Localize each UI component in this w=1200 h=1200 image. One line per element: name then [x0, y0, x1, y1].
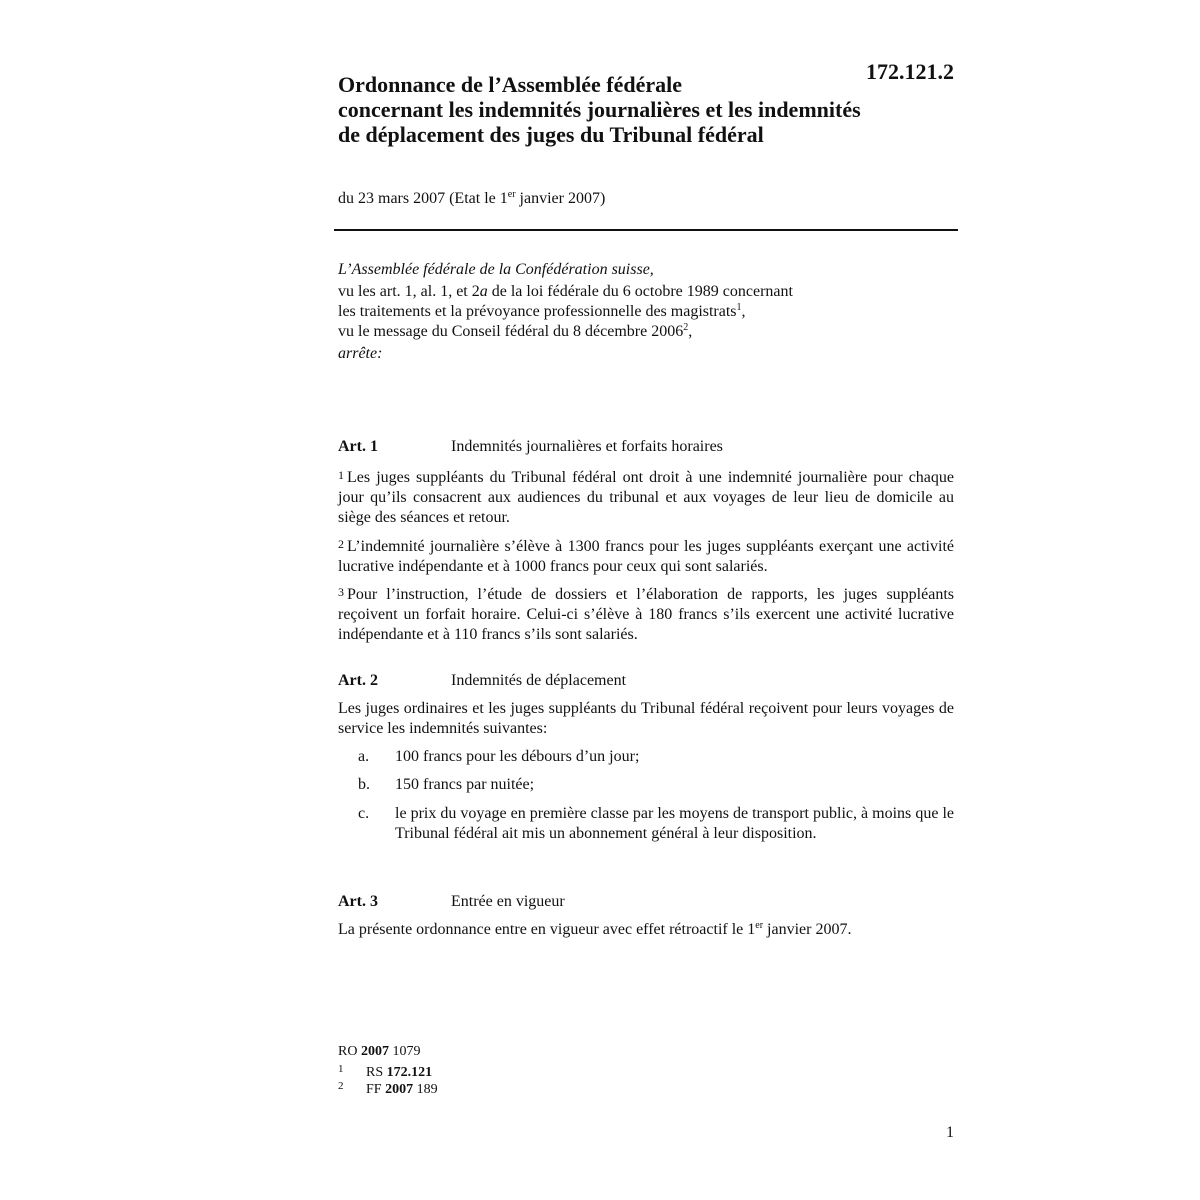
preamble-basis-line2 — [338, 302, 958, 322]
article-3-number: Art. 3 — [338, 893, 378, 910]
footnote-number: 2 — [338, 1080, 344, 1092]
list-text: le prix du voyage en première classe par les moyens de transport public, à moins que le Tribunal fédéral ait mis un abonnement général à leur disposition. — [395, 805, 954, 842]
footnote-ro — [338, 1043, 420, 1060]
article-3-text-prefix: La présente ordonnance entre en vigueur avec effet rétroactif le 1 — [338, 921, 756, 938]
ro-prefix: RO — [338, 1044, 361, 1059]
basis-italic: a — [479, 283, 488, 300]
list-text: 150 francs par nuitée; — [395, 776, 535, 793]
list-letter: c. — [358, 805, 370, 822]
preamble-message — [338, 322, 958, 342]
document-date — [338, 188, 605, 210]
paragraph-number: 1 — [338, 468, 344, 482]
list-item-a — [338, 747, 954, 767]
footnote-ref-2[interactable]: 2 — [683, 322, 689, 333]
footnote-prefix: RS — [366, 1065, 387, 1080]
preamble-issuer: L’Assemblée fédérale de la Confédération suisse, — [338, 261, 654, 278]
paragraph-text: Les juges suppléants du Tribunal fédéral ont droit à une indemnité journalière pour chaque jour qu’ils consacrent aux audiences du tribunal et aux voyages de leur lieu de domicile au siège des séances et retour. — [338, 469, 954, 526]
ro-year: 2007 — [360, 1044, 389, 1059]
footnote-page: 189 — [413, 1082, 438, 1097]
article-3-heading — [338, 892, 565, 912]
footnote-prefix: FF — [366, 1082, 386, 1097]
footnote-year[interactable]: 2007 — [385, 1082, 414, 1097]
page-number: 1 — [946, 1124, 954, 1141]
title-line-3: de déplacement des juges du Tribunal fédéral — [338, 122, 764, 147]
basis-line2-end: , — [741, 303, 746, 320]
basis-line2-text: les traitements et la prévoyance professionnelle des magistrats — [338, 303, 737, 320]
title-line-1: Ordonnance de l’Assemblée fédérale — [338, 72, 682, 97]
ro-page: 1079 — [388, 1044, 421, 1059]
list-letter: b. — [358, 776, 370, 793]
list-text: 100 francs pour les débours d’un jour; — [395, 748, 640, 765]
basis-text-a: vu les art. 1, al. 1, et 2 — [338, 283, 480, 300]
paragraph-text: L’indemnité journalière s’élève à 1300 francs pour les juges suppléants exerçant une activité lucrative indépendante et à 1000 francs pour ceux qui sont salariés. — [338, 538, 954, 575]
systematic-number: 172.121.2 — [866, 59, 954, 84]
article-2-intro: Les juges ordinaires et les juges suppléants du Tribunal fédéral reçoivent pour leurs voyages de service les indemnités suivantes: — [338, 700, 954, 737]
message-text: vu le message du Conseil fédéral du 8 décembre 2006 — [338, 323, 684, 340]
basis-text-b: de la loi fédérale du 6 octobre 1989 concernant — [487, 283, 793, 300]
article-3-text-suffix: janvier 2007. — [763, 921, 852, 938]
list-letter: a. — [358, 748, 370, 765]
article-1-heading — [338, 437, 723, 457]
date-sup: er — [507, 189, 516, 200]
footnote-number: 1 — [338, 1063, 344, 1075]
article-2-number: Art. 2 — [338, 672, 378, 689]
message-end: , — [688, 323, 693, 340]
footnote-2 — [338, 1078, 438, 1098]
article-1-paragraph-3 — [338, 582, 954, 645]
article-1-paragraph-1 — [338, 465, 954, 528]
article-2-title: Indemnités de déplacement — [451, 672, 627, 689]
article-1-paragraph-2 — [338, 534, 954, 577]
preamble — [338, 260, 958, 364]
preamble-basis-line1 — [338, 282, 958, 302]
article-1-number: Art. 1 — [338, 438, 378, 455]
article-3-text — [338, 920, 954, 940]
title-line-2: concernant les indemnités journalières et les indemnités — [338, 97, 861, 122]
footnote-ref-1[interactable]: 1 — [736, 302, 742, 313]
list-item-c — [338, 804, 954, 844]
article-3-title: Entrée en vigueur — [451, 893, 565, 910]
article-1-title: Indemnités journalières et forfaits horaires — [451, 438, 723, 455]
date-prefix: du 23 mars 2007 (Etat le 1 — [338, 190, 508, 207]
date-suffix: janvier 2007) — [515, 190, 606, 207]
footnote-ref[interactable]: 172.121 — [386, 1065, 433, 1080]
article-3-sup: er — [755, 920, 764, 931]
paragraph-number: 3 — [338, 585, 344, 599]
article-2-heading — [338, 671, 626, 691]
paragraph-number: 2 — [338, 537, 344, 551]
list-item-b — [338, 775, 954, 795]
preamble-decision: arrête: — [338, 345, 383, 362]
paragraph-text: Pour l’instruction, l’étude de dossiers et l’élaboration de rapports, les juges suppléants reçoivent un forfait horaire. Celui-ci s’élève à 180 francs s’ils exercent une activité lucrative indépendante et à 110 francs s’ils sont salariés. — [338, 586, 954, 643]
header-divider — [334, 229, 958, 231]
